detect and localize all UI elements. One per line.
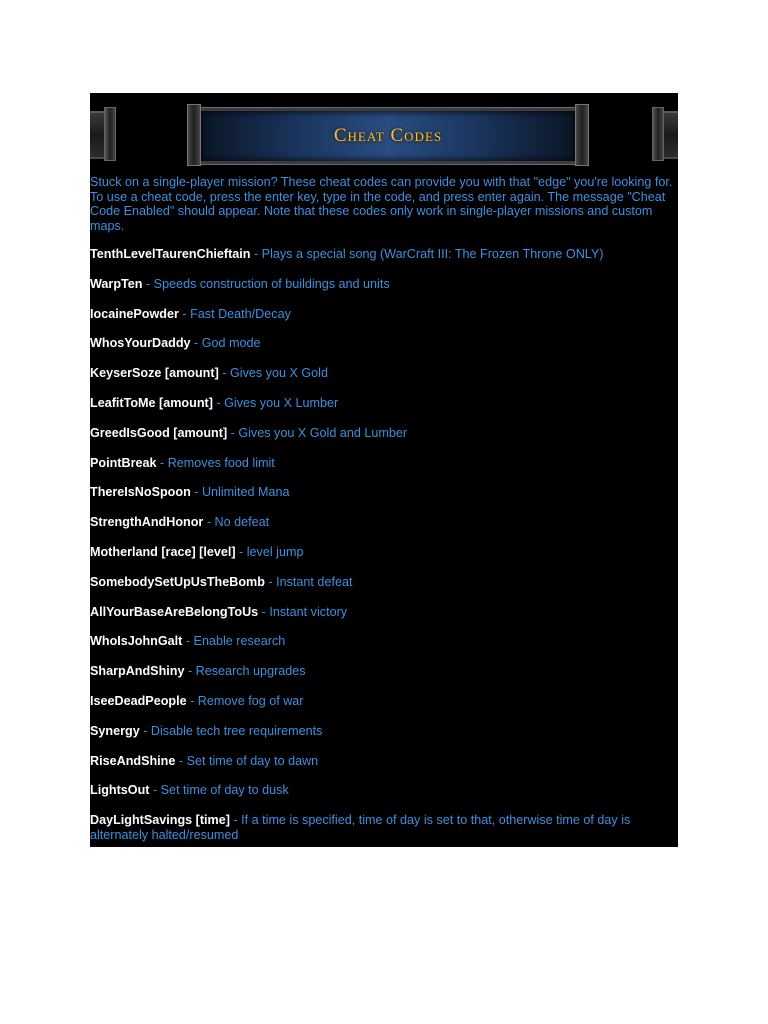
cheat-code-description: - Unlimited Mana — [190, 485, 290, 500]
title-banner — [90, 93, 678, 175]
cheat-code-name: ThereIsNoSpoon — [90, 485, 191, 500]
cheat-code-item — [90, 634, 678, 664]
cheat-code-description: - God mode — [190, 336, 261, 351]
cheat-code-description: - Disable tech tree requirements — [139, 723, 323, 738]
cheat-code-description: - No defeat — [203, 515, 270, 530]
cheat-code-item — [90, 813, 678, 843]
cheat-code-name: StrengthAndHonor — [90, 515, 204, 530]
cheat-code-name: GreedIsGood [amount] — [90, 425, 228, 440]
cheat-code-name: Motherland [race] [level] — [90, 544, 236, 559]
banner-right-cap — [652, 107, 664, 161]
cheat-code-description: - Instant victory — [258, 604, 348, 619]
cheat-code-item — [90, 396, 678, 426]
cheat-code-name: IseeDeadPeople — [90, 693, 187, 708]
page-title: Cheat Codes — [333, 125, 443, 146]
cheat-code-item — [90, 724, 678, 754]
cheat-code-item — [90, 545, 678, 575]
cheat-code-name: TenthLevelTaurenChieftain — [90, 247, 251, 261]
cheat-code-name: SomebodySetUpUsTheBomb — [90, 574, 265, 589]
cheat-code-item — [90, 783, 678, 813]
cheat-code-item — [90, 456, 678, 486]
cheat-code-name: KeyserSoze [amount] — [90, 366, 219, 381]
cheat-code-description: - Gives you X Lumber — [212, 395, 339, 410]
cheat-code-name: WarpTen — [90, 276, 143, 291]
cheat-code-name: IocainePowder — [90, 306, 179, 321]
cheat-code-description: - Research upgrades — [184, 664, 306, 679]
cheat-code-item — [90, 307, 678, 337]
cheat-code-list — [90, 247, 678, 843]
cheat-code-name: DayLightSavings [time] — [90, 813, 230, 828]
cheat-code-item — [90, 426, 678, 456]
cheat-code-description: - Instant defeat — [264, 574, 353, 589]
cheat-code-description: - Removes food limit — [156, 455, 275, 470]
cheat-code-name: LightsOut — [90, 783, 150, 798]
cheat-code-item — [90, 694, 678, 724]
banner-left-cap — [104, 107, 116, 161]
cheat-code-item — [90, 277, 678, 307]
cheat-code-description: - Gives you X Gold — [218, 366, 328, 381]
cheat-code-description: - Plays a special song (WarCraft III: The Frozen Throne ONLY) — [250, 247, 604, 261]
cheat-code-item — [90, 575, 678, 605]
cheat-code-item — [90, 605, 678, 635]
cheat-code-item — [90, 247, 678, 277]
cheat-code-item — [90, 515, 678, 545]
cheat-code-description: - Set time of day to dusk — [149, 783, 289, 798]
cheat-code-item — [90, 754, 678, 784]
cheat-code-description: - level jump — [235, 544, 304, 559]
cheat-code-name: WhosYourDaddy — [90, 336, 191, 351]
cheat-code-description: - If a time is specified, time of day is set to that, otherwise time of day is alternately halted/resumed — [90, 813, 631, 842]
cheat-code-description: - Gives you X Gold and Lumber — [227, 425, 408, 440]
cheat-code-name: Synergy — [90, 723, 140, 738]
cheat-code-item — [90, 485, 678, 515]
cheat-code-description: - Speeds construction of buildings and units — [142, 276, 390, 291]
cheat-code-description: - Set time of day to dawn — [175, 753, 319, 768]
cheat-code-name: RiseAndShine — [90, 753, 176, 768]
intro-paragraph: Stuck on a single-player mission? These cheat codes can provide you with that "edge" you're looking for. To use a cheat code, press the enter key, type in the code, and press enter again. The message "Cheat Code Enabled" should appear. Note that these codes only work in single-player missions and custom maps. — [90, 175, 673, 234]
cheat-code-description: - Fast Death/Decay — [178, 306, 291, 321]
cheat-code-name: PointBreak — [90, 455, 157, 470]
cheat-code-item — [90, 664, 678, 694]
cheat-code-item — [90, 366, 678, 396]
cheat-code-name: AllYourBaseAreBelongToUs — [90, 604, 259, 619]
cheat-code-description: - Remove fog of war — [186, 693, 304, 708]
cheat-code-description: - Enable research — [182, 634, 286, 649]
cheat-codes-panel — [90, 93, 678, 847]
title-plate — [198, 108, 578, 164]
cheat-code-item — [90, 336, 678, 366]
cheat-code-name: SharpAndShiny — [90, 664, 185, 679]
cheat-code-name: WhoIsJohnGalt — [90, 634, 183, 649]
cheat-code-name: LeafitToMe [amount] — [90, 395, 213, 410]
